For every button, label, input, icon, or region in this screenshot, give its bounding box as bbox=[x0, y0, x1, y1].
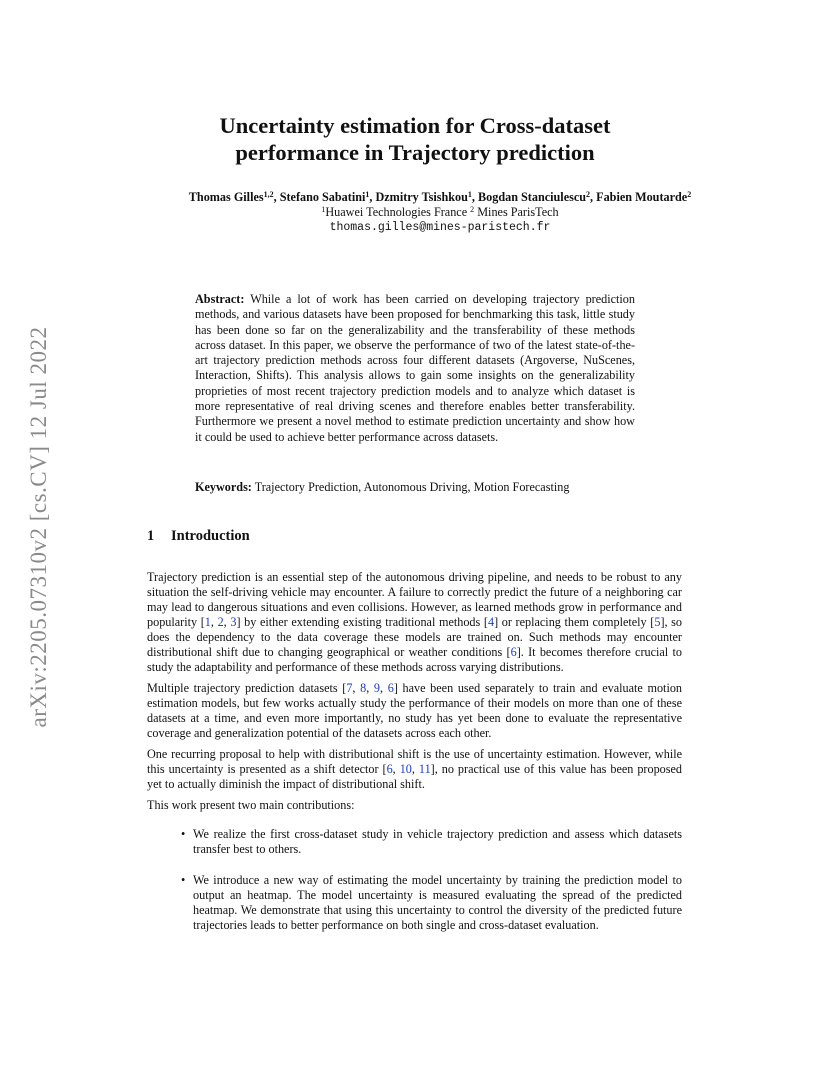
citation-link[interactable]: 4 bbox=[487, 615, 495, 629]
affiliation-1: Huawei Technologies France bbox=[325, 205, 468, 219]
abstract-label: Abstract: bbox=[195, 292, 245, 306]
author-affiliation-mark: 1 bbox=[365, 190, 370, 199]
citation-link[interactable]: 11 bbox=[418, 762, 431, 776]
author-affiliation-mark: 2 bbox=[687, 190, 692, 199]
paper-title bbox=[150, 112, 680, 166]
citation-link[interactable]: 6 bbox=[386, 762, 393, 776]
citation-link[interactable]: 6 bbox=[510, 645, 517, 659]
author-name: Fabien Moutarde bbox=[596, 190, 688, 204]
paragraph: This work present two main contributions: bbox=[147, 798, 355, 812]
arxiv-identifier: arXiv:2205.07310v2 [cs.CV] 12 Jul 2022 bbox=[26, 326, 51, 728]
author-names: Thomas Gilles$^{1,2}$, Stefano Sabatini$^1$, Dzmitry Tsishkou$^1$, Bogdan Stanciulescu$^2$, Fabien Moutarde$^2$ bbox=[188, 190, 692, 204]
author-affiliation-mark: 2 bbox=[586, 190, 591, 199]
author-affiliation-mark: 1 bbox=[467, 190, 472, 199]
affiliation-2: Mines ParisTech bbox=[477, 205, 559, 219]
bullet-marker: • bbox=[181, 873, 186, 887]
keywords-label: Keywords: bbox=[195, 480, 252, 494]
paragraph: Trajectory prediction is an essential step of the autonomous driving pipeline, and needs to be robust to any situation the self-driving vehicle may encounter. A failure to correctly predict the future of a neighboring car may lead to dangerous situations and even collisions. However, as learned methods grow in performance and popularity [1, 2, 3] by either extending existing traditional methods [4] or replacing them completely [5], so does the dependency to the data coverage these models are trained on. Such methods may encounter distributional shift due to changing geographical or weather conditions [6]. It becomes therefore crucial to study the adaptability and performance of these methods across varying distributions. bbox=[147, 570, 683, 674]
citation-link[interactable]: 1 bbox=[204, 615, 211, 629]
author-block bbox=[110, 190, 770, 235]
list-item: • We realize the first cross-dataset study in vehicle trajectory prediction and assess which datasets transfer best to others. bbox=[181, 827, 682, 856]
arxiv-sidebar bbox=[22, 292, 56, 762]
citation-link[interactable]: 5 bbox=[654, 615, 661, 629]
author-name: Bogdan Stanciulescu bbox=[478, 190, 587, 204]
citation-link[interactable]: 7 bbox=[346, 681, 353, 695]
citation-link[interactable]: 6 bbox=[387, 681, 394, 695]
keywords bbox=[195, 480, 635, 495]
title-line-2: performance in Trajectory prediction bbox=[235, 140, 595, 165]
citation-link[interactable]: 8 bbox=[360, 681, 367, 695]
affiliations: $^1$Huawei Technologies France $^2$ Mines ParisTech bbox=[321, 205, 559, 219]
citation-link[interactable]: 2 bbox=[217, 615, 224, 629]
introduction-body bbox=[147, 570, 682, 949]
list-item: • We introduce a new way of estimating the model uncertainty by training the prediction model to output an heatmap. The model uncertainty is measured evaluating the spread of the predicted heatmap. We demonstrate that using this uncertainty to control the diversity of the predicted future trajectories leads to better performance on both single and cross-dataset evaluation. bbox=[181, 873, 682, 932]
abstract-text: While a lot of work has been carried on developing trajectory prediction methods, and various datasets have been proposed for benchmarking this task, little study has been done so far on the generalizability and the transferability of these methods across dataset. In this paper, we observe the performance of two of the latest state-of-the-art trajectory prediction methods across four different datasets (Argoverse, NuScenes, Interaction, Shifts). This analysis allows to gain some insights on the generalizability proprieties of most recent trajectory prediction models and to analyze which dataset is more representative of real driving scenes and therefore enables better transferability. Furthermore we present a novel method to estimate prediction uncertainty and show how it could be used to achieve better performance across datasets. bbox=[195, 292, 635, 444]
bullet-marker: • bbox=[181, 827, 186, 841]
section-heading bbox=[147, 528, 250, 545]
author-name: Dzmitry Tsishkou bbox=[375, 190, 468, 204]
author-name: Stefano Sabatini bbox=[279, 190, 366, 204]
citation-link[interactable]: 9 bbox=[373, 681, 381, 695]
author-affiliation-mark: 1,2 bbox=[263, 190, 274, 199]
author-email: thomas.gilles@mines-paristech.fr bbox=[329, 221, 551, 234]
title-line-1: Uncertainty estimation for Cross-dataset bbox=[219, 113, 611, 138]
paragraph: One recurring proposal to help with distributional shift is the use of uncertainty estimation. However, while this uncertainty is presented as a shift detector [6, 10, 11], no practical use of this value has been proposed yet to actually diminish the impact of distributional shift. bbox=[147, 747, 683, 791]
author-name: Thomas Gilles bbox=[188, 190, 264, 204]
section-number: 1 bbox=[147, 528, 155, 544]
abstract bbox=[195, 292, 635, 445]
citation-link[interactable]: 3 bbox=[230, 615, 237, 629]
citation-link[interactable]: 10 bbox=[399, 762, 412, 776]
contribution-list bbox=[147, 827, 682, 933]
section-title: Introduction bbox=[171, 528, 250, 544]
keywords-text: Trajectory Prediction, Autonomous Driving, Motion Forecasting bbox=[254, 480, 570, 494]
paragraph: Multiple trajectory prediction datasets [7, 8, 9, 6] have been used separately to train and evaluate motion estimation models, but few works actually study the performance of their models on more than one of these datasets at a time, and even more importantly, no study has yet been done to evaluate the representative coverage and generalization potential of the datasets across each other. bbox=[147, 681, 683, 740]
